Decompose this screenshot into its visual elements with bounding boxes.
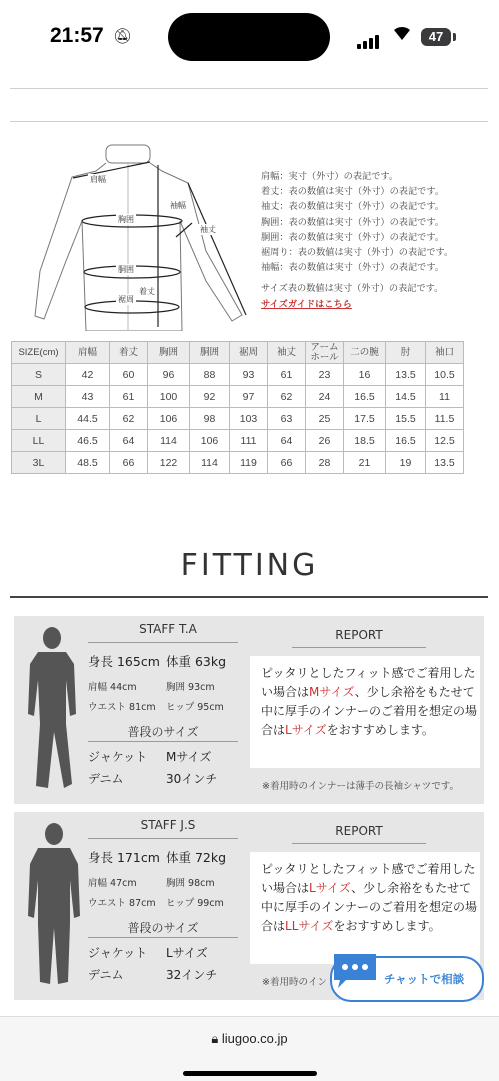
divider	[88, 937, 238, 938]
usual-size-title: 普段のサイズ	[127, 921, 199, 935]
report-text-part: ピッタリとしたフィット感でご着用したい場合は	[261, 666, 476, 699]
report-note: ※着用時のイン	[262, 977, 327, 988]
note-line: 胴囲：表の数値は実寸（外寸）の表記です。	[261, 231, 445, 243]
table-cell: 92	[190, 386, 230, 408]
table-cell: 106	[148, 408, 190, 430]
table-cell: 24	[306, 386, 344, 408]
table-cell: 44.5	[66, 408, 110, 430]
table-cell: 15.5	[386, 408, 426, 430]
note-line: 袖幅：表の数値は実寸（外寸）の表記です。	[261, 262, 445, 274]
report-size-highlight: Lサイズ	[309, 881, 352, 895]
divider	[88, 741, 238, 742]
table-cell: 10.5	[426, 364, 464, 386]
report-note: ※着用時のインナーは薄手の長袖シャツです。	[262, 781, 460, 792]
staff-chest: 胸囲 93cm	[166, 682, 215, 693]
table-cell: 88	[190, 364, 230, 386]
diagram-label-hem: 裾周	[118, 295, 134, 304]
column-header: 二の腕	[344, 342, 386, 364]
table-cell: 14.5	[386, 386, 426, 408]
dynamic-island	[168, 13, 330, 61]
table-cell: 93	[230, 364, 268, 386]
table-cell: 122	[148, 452, 190, 474]
fitting-heading: FITTING	[180, 548, 319, 583]
table-cell: 96	[148, 364, 190, 386]
table-row	[12, 408, 464, 430]
table-cell: 114	[190, 452, 230, 474]
row-size: L	[12, 408, 66, 430]
url-display[interactable]	[0, 1031, 499, 1047]
table-cell: 21	[344, 452, 386, 474]
row-size: M	[12, 386, 66, 408]
table-cell: 48.5	[66, 452, 110, 474]
report-size-highlight: Mサイズ	[309, 685, 355, 699]
note-extra: サイズ表の数値は実寸（外寸）の表記です。	[261, 283, 444, 295]
table-cell: 25	[306, 408, 344, 430]
table-cell: 42	[66, 364, 110, 386]
table-row	[12, 452, 464, 474]
table-cell: 64	[268, 430, 306, 452]
table-row	[12, 364, 464, 386]
table-cell: 26	[306, 430, 344, 452]
report-box	[250, 656, 480, 768]
table-row	[12, 430, 464, 452]
report-text-part: をおすすめします。	[333, 919, 441, 933]
url-text[interactable]: liugoo.co.jp	[221, 1031, 288, 1046]
staff-shoulder: 肩幅 47cm	[88, 878, 137, 889]
note-line: 袖丈：表の数値は実寸（外寸）の表記です。	[261, 201, 445, 213]
table-cell: 60	[110, 364, 148, 386]
table-cell: 111	[230, 430, 268, 452]
staff-name: STAFF J.S	[140, 818, 196, 832]
staff-shoulder: 肩幅 44cm	[88, 682, 137, 693]
staff-hip: ヒップ 99cm	[166, 898, 224, 909]
table-cell: 43	[66, 386, 110, 408]
table-cell: 16	[344, 364, 386, 386]
diagram-label-waist: 胴囲	[118, 265, 134, 274]
diagram-label-shoulder: 肩幅	[90, 175, 106, 184]
row-size: 3L	[12, 452, 66, 474]
note-line: 着丈：表の数値は実寸（外寸）の表記です。	[261, 186, 445, 198]
jacket-size: Lサイズ	[166, 946, 208, 960]
table-header-row	[12, 342, 464, 364]
home-indicator[interactable]	[183, 1071, 317, 1076]
chat-bubble-icon[interactable]	[330, 950, 380, 990]
table-cell: 13.5	[386, 364, 426, 386]
staff-weight: 体重 63kg	[166, 654, 227, 669]
column-header: 袖丈	[268, 342, 306, 364]
table-row	[12, 386, 464, 408]
page-content	[0, 76, 499, 1016]
divider	[10, 88, 488, 89]
table-cell: 17.5	[344, 408, 386, 430]
report-text-part: をおすすめします。	[326, 723, 434, 737]
report-title: REPORT	[335, 824, 383, 838]
table-cell: 46.5	[66, 430, 110, 452]
chat-consult-label[interactable]: チャットで相談	[384, 972, 465, 986]
jacket-label: ジャケット	[88, 750, 148, 764]
column-header: SIZE(cm)	[12, 342, 66, 364]
size-guide-link[interactable]: サイズガイドはこちら	[261, 298, 352, 310]
table-cell: 11	[426, 386, 464, 408]
denim-label: デニム	[88, 968, 124, 982]
cellular-signal-icon	[357, 30, 381, 49]
table-cell: 114	[148, 430, 190, 452]
note-line: 肩幅：実寸（外寸）の表記です。	[261, 171, 399, 182]
table-cell: 61	[268, 364, 306, 386]
status-bar	[0, 0, 499, 76]
table-cell: 16.5	[344, 386, 386, 408]
table-cell: 64	[110, 430, 148, 452]
size-notes	[261, 169, 496, 312]
report-text-part: ピッタリとしたフィット感でご着用したい場合は	[261, 862, 476, 895]
table-cell: 28	[306, 452, 344, 474]
table-cell: 66	[110, 452, 148, 474]
column-header: 胸囲	[148, 342, 190, 364]
report-text-part: 、少し余裕をもたせて中に厚手のインナーのご着用を想定の場合は	[261, 685, 478, 737]
denim-label: デニム	[88, 772, 124, 786]
browser-address-bar[interactable]	[0, 1016, 499, 1081]
staff-card	[14, 616, 484, 804]
diagram-label-length: 着丈	[139, 287, 155, 296]
report-size-highlight: LLサイズ	[285, 919, 334, 933]
note-line: 裾周り：表の数値は実寸（外寸）の表記です。	[261, 247, 454, 259]
clock: 21:57	[50, 24, 104, 47]
table-cell: 12.5	[426, 430, 464, 452]
denim-size: 30インチ	[166, 772, 218, 786]
divider	[292, 843, 426, 844]
report-text	[261, 860, 481, 936]
table-cell: 11.5	[426, 408, 464, 430]
staff-chest: 胸囲 98cm	[166, 878, 215, 889]
table-cell: 62	[110, 408, 148, 430]
diagram-label-sleeve: 袖丈	[200, 225, 216, 234]
table-cell: 16.5	[386, 430, 426, 452]
report-text-part: 、少し余裕をもたせて中に厚手のインナーのご着用を想定の場合は	[261, 881, 478, 933]
battery-nub	[453, 33, 456, 41]
diagram-label-sleeve-width: 袖幅	[170, 201, 186, 210]
row-size: S	[12, 364, 66, 386]
table-cell: 100	[148, 386, 190, 408]
table-cell: 23	[306, 364, 344, 386]
table-cell: 63	[268, 408, 306, 430]
denim-size: 32インチ	[166, 968, 218, 982]
staff-waist: ウエスト 81cm	[88, 702, 156, 713]
note-line: 胸囲：表の数値は実寸（外寸）の表記です。	[261, 216, 445, 228]
report-title: REPORT	[335, 628, 383, 642]
staff-height: 身長 165cm	[88, 654, 160, 669]
table-cell: 97	[230, 386, 268, 408]
column-header: アーム ホール	[306, 342, 344, 364]
row-size: LL	[12, 430, 66, 452]
table-cell: 18.5	[344, 430, 386, 452]
size-table	[11, 341, 464, 474]
column-header: 袖口	[426, 342, 464, 364]
jacket-label: ジャケット	[88, 946, 148, 960]
report-text	[261, 664, 481, 740]
report-size-highlight: Lサイズ	[285, 723, 327, 737]
table-cell: 103	[230, 408, 268, 430]
table-cell: 62	[268, 386, 306, 408]
wifi-icon	[392, 24, 412, 46]
staff-hip: ヒップ 95cm	[166, 702, 224, 713]
divider	[88, 642, 238, 643]
table-cell: 66	[268, 452, 306, 474]
table-cell: 119	[230, 452, 268, 474]
lock-icon: 🔒︎	[211, 1031, 219, 1046]
table-cell: 19	[386, 452, 426, 474]
staff-waist: ウエスト 87cm	[88, 898, 156, 909]
column-header: 肘	[386, 342, 426, 364]
table-cell: 13.5	[426, 452, 464, 474]
divider	[88, 838, 238, 839]
person-silhouette-icon	[22, 820, 86, 990]
fitting-divider	[10, 596, 488, 598]
staff-name: STAFF T.A	[139, 622, 197, 636]
table-cell: 106	[190, 430, 230, 452]
battery-icon: 47	[421, 28, 451, 46]
divider	[10, 121, 488, 122]
staff-weight: 体重 72kg	[166, 850, 227, 865]
column-header: 裾周	[230, 342, 268, 364]
table-cell: 61	[110, 386, 148, 408]
column-header: 胴囲	[190, 342, 230, 364]
divider	[292, 647, 426, 648]
person-silhouette-icon	[22, 624, 86, 794]
table-cell: 98	[190, 408, 230, 430]
report-box	[250, 852, 480, 964]
column-header: 肩幅	[66, 342, 110, 364]
bell-muted-icon: 🔕︎	[113, 27, 133, 45]
diagram-label-chest: 胸囲	[118, 215, 134, 224]
staff-height: 身長 171cm	[88, 850, 160, 865]
usual-size-title: 普段のサイズ	[127, 725, 199, 739]
column-header: 着丈	[110, 342, 148, 364]
jacket-size: Mサイズ	[166, 750, 212, 764]
